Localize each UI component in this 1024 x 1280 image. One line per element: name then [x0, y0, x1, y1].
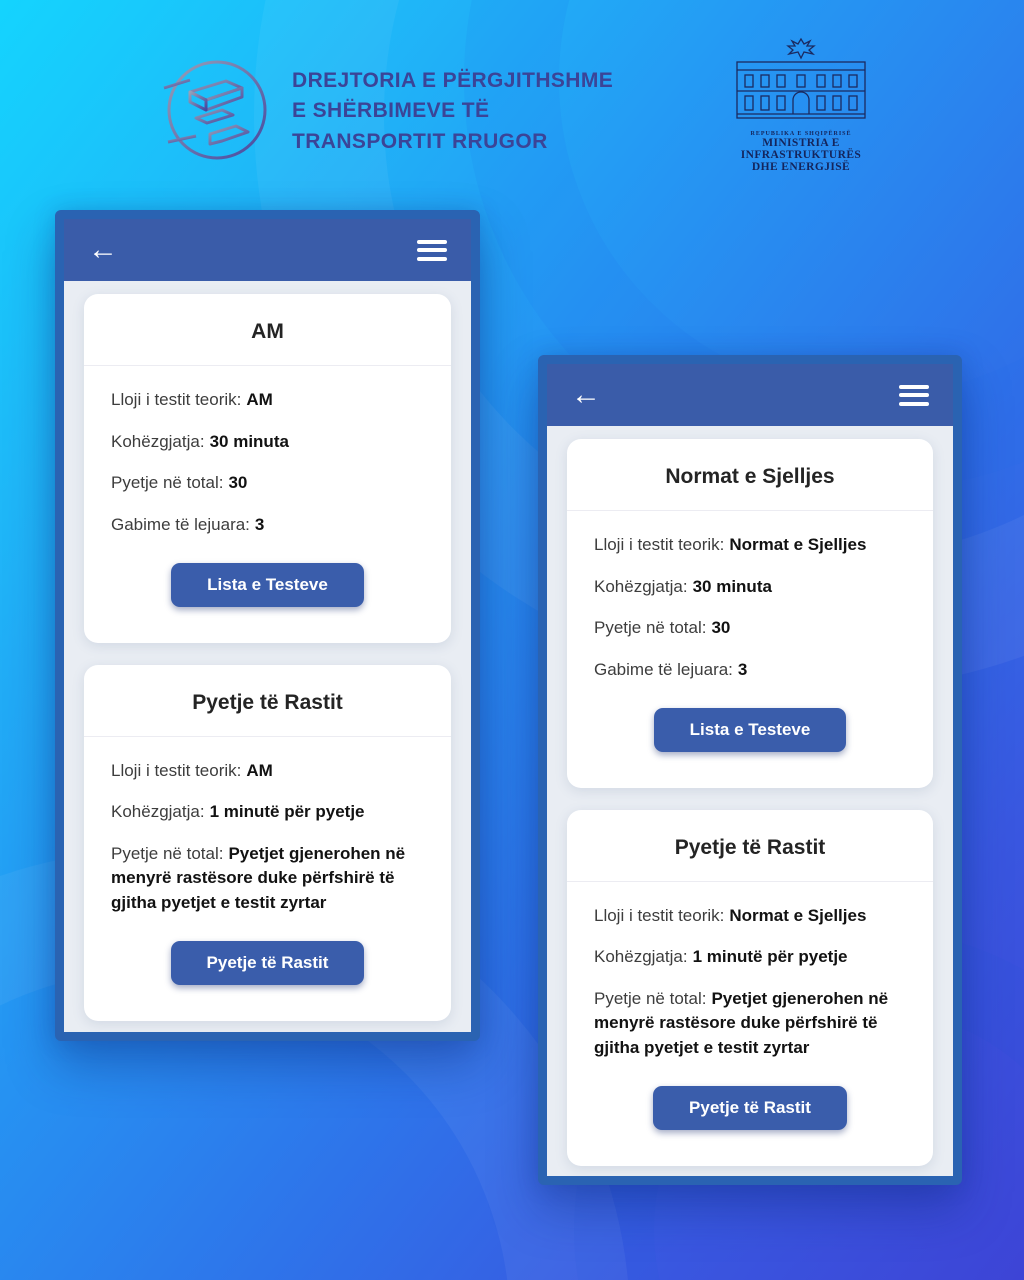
row-label: Lloji i testit teorik: [594, 905, 725, 925]
row-label: Gabime të lejuara: [111, 514, 250, 534]
row-label: Kohëzgjatja: [111, 431, 205, 451]
phone-screenshot-am [55, 210, 480, 1041]
hamburger-menu-icon[interactable] [417, 235, 447, 265]
info-row [594, 616, 906, 641]
row-value: Normat e Sjelljes [729, 535, 867, 554]
row-value: AM [246, 760, 273, 780]
phone-screenshot-normat [538, 355, 962, 1185]
random-questions-card [84, 665, 451, 1021]
app-bar [64, 219, 471, 281]
row-label: Kohëzgjatja: [594, 947, 688, 967]
row-label: Lloji i testit teorik: [594, 535, 725, 554]
row-value: Pyetjet gjenerohen në menyrë rastësore duke përfshirë të gjitha pyetjet e testit zyrtar [111, 843, 406, 913]
org-name-line: TRANSPORTIT RRUGOR [292, 129, 548, 153]
dpshtrr-logo-icon [160, 52, 270, 164]
row-label: Kohëzgjatja: [594, 576, 688, 596]
row-label: Lloji i testit teorik: [111, 390, 242, 409]
org-name [292, 66, 613, 157]
pyetje-te-rastit-button[interactable]: Pyetje të Rastit [653, 1086, 847, 1130]
row-label: Kohëzgjatja: [111, 802, 205, 822]
ministry-name-line: MINISTRIA E INFRASTRUKTURËS [740, 137, 862, 161]
test-info-card [84, 294, 451, 643]
info-row [111, 513, 424, 538]
row-value: AM [246, 390, 273, 409]
info-row [111, 842, 424, 916]
card-body [567, 882, 933, 1166]
hamburger-menu-icon[interactable] [899, 380, 929, 410]
card-title: AM [251, 320, 284, 343]
info-row [594, 533, 906, 558]
org-name-line: E SHËRBIMEVE TË [292, 99, 490, 123]
info-row [594, 987, 906, 1061]
card-body [567, 511, 933, 788]
info-row [111, 800, 424, 825]
row-label: Lloji i testit teorik: [111, 760, 242, 780]
ministry-name-line: DHE ENERGJISË [751, 161, 851, 173]
row-label: Pyetje në total: [594, 618, 707, 638]
card-title: Pyetje të Rastit [192, 690, 343, 714]
info-row [111, 430, 424, 455]
pyetje-te-rastit-button[interactable]: Pyetje të Rastit [171, 941, 365, 985]
row-value: 1 minutë për pyetje [209, 802, 365, 822]
info-row [594, 658, 906, 683]
ministry-building-icon [731, 36, 871, 128]
row-value: 3 [737, 659, 748, 679]
info-row [594, 904, 906, 929]
info-row [111, 471, 424, 496]
row-value: 1 minutë për pyetje [692, 947, 848, 967]
row-label: Pyetje në total: [111, 843, 224, 863]
screen-content [64, 281, 471, 1021]
row-value: 30 minuta [692, 576, 772, 596]
lista-e-testeve-button[interactable]: Lista e Testeve [654, 708, 847, 752]
screen-content [547, 426, 953, 1166]
random-questions-card [567, 810, 933, 1166]
lista-e-testeve-button[interactable]: Lista e Testeve [171, 563, 364, 607]
ministry-republic-line: REPUBLIKA E SHQIPËRISË [750, 131, 852, 137]
card-body [84, 737, 451, 1021]
row-value: Pyetjet gjenerohen në menyrë rastësore duke përfshirë të gjitha pyetjet e testit zyrtar [594, 988, 889, 1058]
row-value: Normat e Sjelljes [729, 905, 867, 925]
row-value: 30 [711, 618, 731, 638]
org-name-line: DREJTORIA E PËRGJITHSHME [292, 69, 614, 92]
test-info-card [567, 439, 933, 788]
row-label: Pyetje në total: [594, 988, 707, 1008]
row-value: 30 [228, 473, 248, 493]
info-row [594, 945, 906, 970]
back-arrow-icon[interactable]: ← [88, 233, 118, 266]
card-body [84, 366, 451, 643]
card-title: Pyetje të Rastit [674, 835, 826, 859]
app-bar [547, 364, 953, 426]
info-row [594, 575, 906, 600]
info-row [111, 388, 424, 413]
back-arrow-icon[interactable]: ← [571, 378, 601, 411]
info-row [111, 759, 424, 784]
row-label: Gabime të lejuara: [594, 659, 733, 679]
row-label: Pyetje në total: [111, 473, 224, 493]
row-value: 3 [254, 514, 265, 534]
card-title: Normat e Sjelljes [665, 465, 835, 488]
row-value: 30 minuta [209, 431, 289, 451]
ministry-emblem [716, 36, 886, 173]
